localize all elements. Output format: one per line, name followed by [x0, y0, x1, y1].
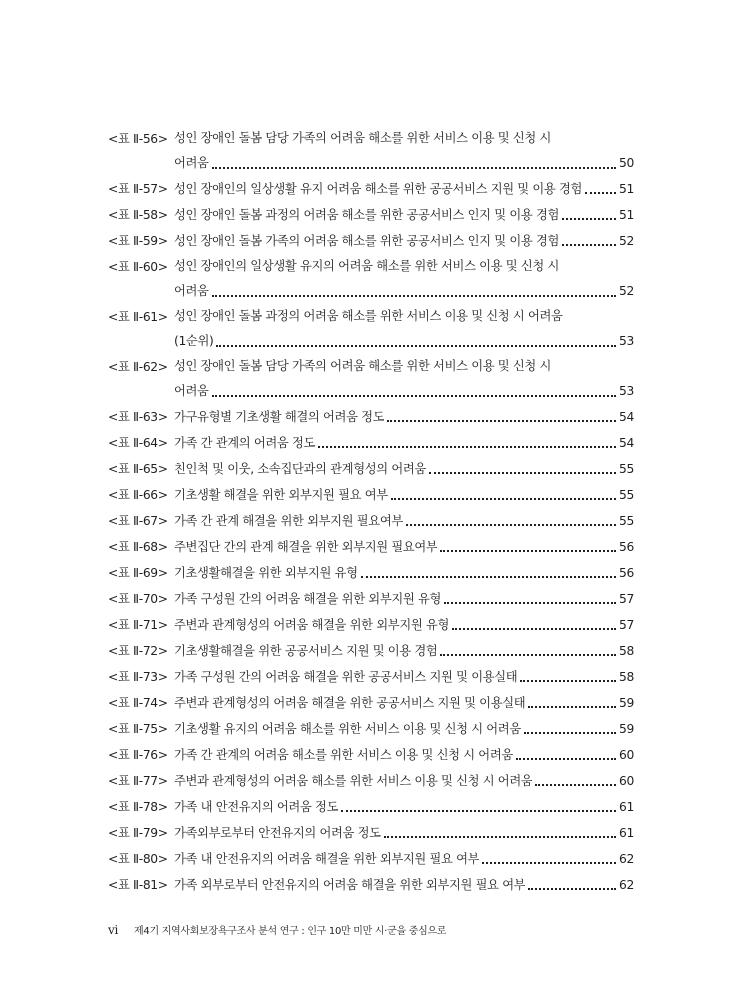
dot-leader: [524, 731, 616, 734]
toc-page-number: 55: [619, 514, 634, 528]
toc-page-number: 56: [619, 540, 634, 554]
toc-entry-title: 어려움: [174, 384, 209, 398]
toc-page-number: 51: [619, 208, 634, 222]
toc-entry-title: 기초생활 유지의 어려움 해소를 위한 서비스 이용 및 신청 시 어려움: [174, 722, 521, 736]
toc-entry[interactable]: [108, 820, 634, 846]
toc-entry-label: <표 Ⅱ-67>: [108, 514, 168, 528]
toc-entry-label: <표 Ⅱ-59>: [108, 234, 168, 248]
dot-leader: [516, 757, 616, 760]
dot-leader: [429, 471, 616, 474]
toc-page-number: 59: [619, 696, 634, 710]
toc-entry-label: <표 Ⅱ-72>: [108, 644, 168, 658]
toc-entry[interactable]: [108, 254, 634, 304]
toc-entry-title: 기초생활해결을 위한 외부지원 유형: [174, 566, 358, 580]
toc-entry-label: <표 Ⅱ-69>: [108, 566, 168, 580]
toc-entry-label: <표 Ⅱ-61>: [108, 310, 168, 324]
page-footer: [108, 922, 446, 937]
toc-page-number: 62: [619, 878, 634, 892]
toc-entry-label: <표 Ⅱ-66>: [108, 488, 168, 502]
toc-entry[interactable]: [108, 202, 634, 228]
toc-entry[interactable]: [108, 794, 634, 820]
toc-entry-title: 가족 외부로부터 안전유지의 어려움 해결을 위한 외부지원 필요 여부: [174, 878, 526, 892]
toc-entry-title: 가족외부로부터 안전유지의 어려움 정도: [174, 826, 381, 840]
toc-entry[interactable]: [108, 690, 634, 716]
dot-leader: [212, 394, 616, 397]
toc-entry-label: <표 Ⅱ-56>: [108, 132, 168, 146]
toc-page-number: 59: [619, 722, 634, 736]
toc-page-number: 53: [619, 384, 634, 398]
toc-entry[interactable]: [108, 534, 634, 560]
dot-leader: [384, 835, 616, 838]
dot-leader: [387, 419, 616, 422]
toc-page-number: 56: [619, 566, 634, 580]
toc-entry-label: <표 Ⅱ-63>: [108, 410, 168, 424]
toc-entry[interactable]: [108, 586, 634, 612]
toc-page-number: 53: [619, 334, 634, 348]
dot-leader: [452, 627, 616, 630]
table-of-contents: [108, 126, 634, 898]
toc-entry[interactable]: [108, 872, 634, 898]
toc-entry[interactable]: [108, 176, 634, 202]
toc-entry-title: 성인 장애인 돌봄 과정의 어려움 해소를 위한 서비스 이용 및 신청 시 어려움: [174, 309, 563, 323]
toc-entry[interactable]: [108, 482, 634, 508]
toc-entry[interactable]: [108, 508, 634, 534]
toc-entry-title: 주변과 관계형성의 어려움 해결을 위한 공공서비스 지원 및 이용실태: [174, 696, 526, 710]
toc-entry[interactable]: [108, 430, 634, 456]
toc-entry-title: 어려움: [174, 284, 209, 298]
dot-leader: [444, 601, 616, 604]
toc-entry-title: 기초생활해결을 위한 공공서비스 지원 및 이용 경험: [174, 644, 438, 658]
toc-entry-title: 가구유형별 기초생활 해결의 어려움 정도: [174, 410, 385, 424]
toc-page-number: 55: [619, 462, 634, 476]
toc-entry-title: 친인척 및 이웃, 소속집단과의 관계형성의 어려움: [174, 462, 426, 476]
toc-entry-title: 기초생활 해결을 위한 외부지원 필요 여부: [174, 488, 388, 502]
dot-leader: [212, 294, 616, 297]
dot-leader: [528, 705, 616, 708]
toc-entry[interactable]: [108, 768, 634, 794]
toc-entry-title: 성인 장애인 돌봄 담당 가족의 어려움 해소를 위한 서비스 이용 및 신청 시: [174, 131, 552, 145]
dot-leader: [440, 653, 616, 656]
toc-page-number: 60: [619, 748, 634, 762]
dot-leader: [440, 549, 616, 552]
toc-entry-title: 성인 장애인 돌봄 가족의 어려움 해소를 위한 공공서비스 인지 및 이용 경험: [174, 234, 560, 248]
toc-page-number: 58: [619, 644, 634, 658]
toc-entry[interactable]: [108, 304, 634, 354]
toc-entry-label: <표 Ⅱ-75>: [108, 722, 168, 736]
toc-entry[interactable]: [108, 560, 634, 586]
toc-entry-title: 주변과 관계형성의 어려움 해결을 위한 외부지원 유형: [174, 618, 449, 632]
dot-leader: [482, 861, 616, 864]
toc-page-number: 54: [619, 436, 634, 450]
toc-entry-title: 주변과 관계형성의 어려움 해소를 위한 서비스 이용 및 신청 시 어려움: [174, 774, 533, 788]
dot-leader: [391, 497, 616, 500]
toc-entry-label: <표 Ⅱ-57>: [108, 182, 168, 196]
toc-entry-label: <표 Ⅱ-60>: [108, 260, 168, 274]
toc-page-number: 58: [619, 670, 634, 684]
dot-leader: [528, 887, 616, 890]
toc-page-number: 50: [619, 156, 634, 170]
toc-entry-label: <표 Ⅱ-76>: [108, 748, 168, 762]
toc-page-number: 61: [619, 800, 634, 814]
toc-entry[interactable]: [108, 716, 634, 742]
toc-entry[interactable]: [108, 846, 634, 872]
toc-page-number: 51: [619, 182, 634, 196]
toc-page-number: 61: [619, 826, 634, 840]
toc-entry-label: <표 Ⅱ-58>: [108, 208, 168, 222]
toc-page-number: 52: [619, 284, 634, 298]
toc-page-number: 57: [619, 618, 634, 632]
toc-entry[interactable]: [108, 638, 634, 664]
toc-entry-label: <표 Ⅱ-70>: [108, 592, 168, 606]
toc-entry-label: <표 Ⅱ-81>: [108, 878, 168, 892]
toc-entry-label: <표 Ⅱ-73>: [108, 670, 168, 684]
toc-entry-label: <표 Ⅱ-68>: [108, 540, 168, 554]
dot-leader: [216, 344, 616, 347]
dot-leader: [341, 809, 616, 812]
toc-entry-label: <표 Ⅱ-80>: [108, 852, 168, 866]
toc-entry-title: 가족 내 안전유지의 어려움 정도: [174, 800, 339, 814]
toc-page-number: 54: [619, 410, 634, 424]
toc-entry-label: <표 Ⅱ-64>: [108, 436, 168, 450]
toc-entry-label: <표 Ⅱ-71>: [108, 618, 168, 632]
toc-entry-title: 성인 장애인 돌봄 과정의 어려움 해소를 위한 공공서비스 인지 및 이용 경험: [174, 208, 560, 222]
dot-leader: [406, 523, 616, 526]
page-number-roman: vi: [108, 923, 119, 937]
toc-entry-label: <표 Ⅱ-74>: [108, 696, 168, 710]
dot-leader: [585, 191, 616, 194]
toc-entry-title: 가족 간 관계의 어려움 정도: [174, 436, 316, 450]
toc-entry-label: <표 Ⅱ-77>: [108, 774, 168, 788]
toc-entry-title: 성인 장애인의 일상생활 유지 어려움 해소를 위한 공공서비스 지원 및 이용 경험: [174, 182, 583, 196]
running-title: 제4기 지역사회보장욕구조사 분석 연구 : 인구 10만 미만 시·군을 중심으로: [134, 926, 447, 937]
toc-entry-title: 가족 구성원 간의 어려움 해결을 위한 외부지원 유형: [174, 592, 442, 606]
toc-page-number: 52: [619, 234, 634, 248]
toc-entry[interactable]: [108, 456, 634, 482]
toc-entry-label: <표 Ⅱ-78>: [108, 800, 168, 814]
dot-leader: [318, 445, 616, 448]
dot-leader: [212, 166, 616, 169]
toc-entry[interactable]: [108, 354, 634, 404]
toc-entry-label: <표 Ⅱ-62>: [108, 360, 168, 374]
toc-entry-title: 주변집단 간의 관계 해결을 위한 외부지원 필요여부: [174, 540, 438, 554]
dot-leader: [562, 217, 616, 220]
toc-entry-title: (1순위): [174, 334, 214, 348]
toc-entry-label: <표 Ⅱ-79>: [108, 826, 168, 840]
toc-entry[interactable]: [108, 228, 634, 254]
toc-entry-title: 성인 장애인 돌봄 담당 가족의 어려움 해소를 위한 서비스 이용 및 신청 시: [174, 359, 552, 373]
toc-page-number: 62: [619, 852, 634, 866]
toc-entry-label: <표 Ⅱ-65>: [108, 462, 168, 476]
toc-entry-title: 가족 간 관계 해결을 위한 외부지원 필요여부: [174, 514, 403, 528]
toc-entry-title: 성인 장애인의 일상생활 유지의 어려움 해소를 위한 서비스 이용 및 신청 시: [174, 259, 560, 273]
toc-entry-title: 가족 내 안전유지의 어려움 해결을 위한 외부지원 필요 여부: [174, 852, 480, 866]
toc-entry[interactable]: [108, 664, 634, 690]
toc-entry[interactable]: [108, 742, 634, 768]
toc-page-number: 55: [619, 488, 634, 502]
toc-entry-title: 가족 간 관계의 어려움 해소를 위한 서비스 이용 및 신청 시 어려움: [174, 748, 513, 762]
dot-leader: [361, 575, 616, 578]
toc-entry[interactable]: [108, 404, 634, 430]
dot-leader: [535, 783, 616, 786]
toc-page-number: 57: [619, 592, 634, 606]
toc-entry[interactable]: [108, 126, 634, 176]
toc-entry[interactable]: [108, 612, 634, 638]
toc-page-number: 60: [619, 774, 634, 788]
dot-leader: [520, 679, 616, 682]
dot-leader: [562, 243, 616, 246]
toc-entry-title: 가족 구성원 간의 어려움 해결을 위한 공공서비스 지원 및 이용실태: [174, 670, 518, 684]
toc-entry-title: 어려움: [174, 156, 209, 170]
